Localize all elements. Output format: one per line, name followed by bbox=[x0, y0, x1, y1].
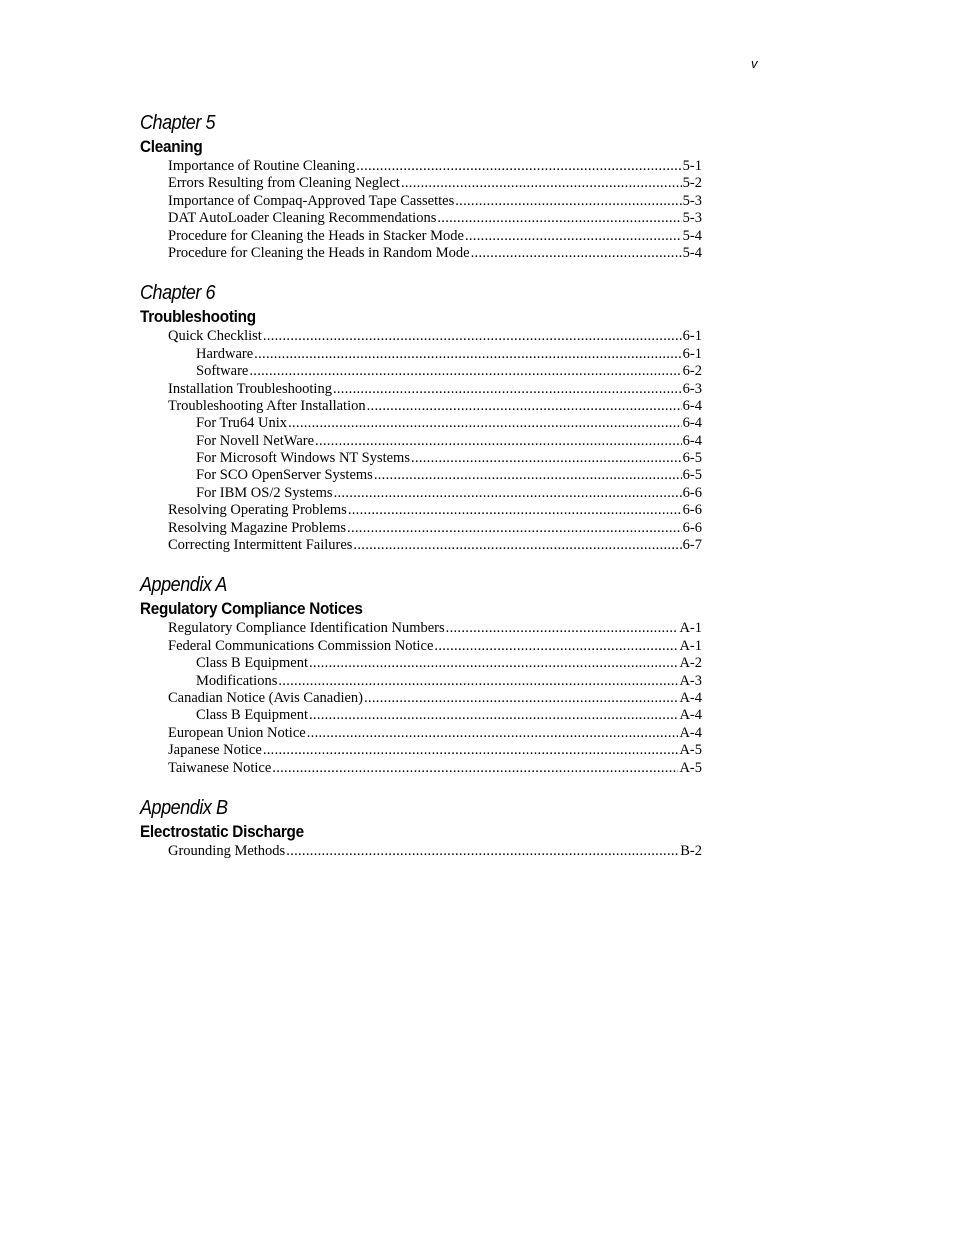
toc-entry-label: For Microsoft Windows NT Systems bbox=[196, 450, 410, 467]
section-title: Cleaning bbox=[140, 137, 203, 156]
dot-leader bbox=[334, 485, 682, 502]
toc-entry[interactable] bbox=[140, 175, 702, 192]
toc-entry[interactable] bbox=[140, 328, 702, 345]
toc-section bbox=[140, 110, 702, 262]
toc-entry-label: For SCO OpenServer Systems bbox=[196, 467, 373, 484]
dot-leader bbox=[446, 620, 679, 637]
toc-entry-page: 6-6 bbox=[682, 519, 702, 536]
toc-entry-page: 6-3 bbox=[682, 380, 702, 397]
dot-leader bbox=[309, 655, 678, 672]
toc-entry-page: 5-4 bbox=[682, 227, 702, 244]
dot-leader bbox=[411, 450, 682, 467]
toc-entry[interactable] bbox=[140, 467, 702, 484]
toc-entry-page: 6-5 bbox=[682, 450, 702, 467]
toc-entry-label: Software bbox=[196, 363, 249, 380]
toc-entry-page: 5-2 bbox=[682, 175, 702, 192]
dot-leader bbox=[471, 245, 682, 262]
toc-entry-label: European Union Notice bbox=[168, 724, 306, 741]
dot-leader bbox=[367, 398, 682, 415]
toc-entry-label: For Tru64 Unix bbox=[196, 415, 288, 432]
dot-leader bbox=[356, 158, 681, 175]
dot-leader bbox=[364, 690, 678, 707]
toc-entry-label: Procedure for Cleaning the Heads in Random Mode bbox=[168, 244, 470, 261]
toc-entry[interactable] bbox=[140, 638, 702, 655]
dot-leader bbox=[353, 537, 681, 554]
toc-entry-label: Importance of Routine Cleaning bbox=[168, 158, 356, 174]
dot-leader bbox=[434, 638, 678, 655]
dot-leader bbox=[254, 346, 681, 363]
toc-entry-label: Federal Communications Commission Notice bbox=[168, 637, 434, 654]
toc-entry[interactable] bbox=[140, 158, 702, 175]
toc-entry-page: 6-1 bbox=[682, 328, 702, 345]
dot-leader bbox=[307, 725, 679, 742]
toc-entry-label: Troubleshooting After Installation bbox=[168, 397, 366, 414]
toc-entry[interactable] bbox=[140, 450, 702, 467]
page-number: v bbox=[751, 56, 758, 71]
toc-entry-page: A-3 bbox=[679, 672, 702, 689]
toc-entry-page: 6-1 bbox=[682, 345, 702, 362]
toc-entry-label: Regulatory Compliance Identification Numbers bbox=[168, 620, 445, 637]
toc-entry[interactable] bbox=[140, 725, 702, 742]
dot-leader bbox=[347, 520, 682, 537]
toc-entry[interactable] bbox=[140, 363, 702, 380]
toc-entry-page: 6-2 bbox=[682, 363, 702, 380]
toc-entry-page: A-1 bbox=[679, 637, 702, 654]
toc-entry-label: Grounding Methods bbox=[168, 842, 286, 859]
dot-leader bbox=[288, 415, 682, 432]
toc-entry[interactable] bbox=[140, 655, 702, 672]
dot-leader bbox=[309, 707, 678, 724]
toc-entry-label: Canadian Notice (Avis Canadien) bbox=[168, 689, 364, 706]
toc-entry[interactable] bbox=[140, 620, 702, 637]
dot-leader bbox=[374, 467, 682, 484]
toc-entry-label: DAT AutoLoader Cleaning Recommendations bbox=[168, 210, 437, 227]
toc-entry-page: 5-1 bbox=[682, 158, 702, 174]
toc-entry[interactable] bbox=[140, 742, 702, 759]
toc-entry[interactable] bbox=[140, 433, 702, 450]
toc-entry[interactable] bbox=[140, 193, 702, 210]
toc-entry[interactable] bbox=[140, 760, 702, 777]
section-title: Troubleshooting bbox=[140, 307, 256, 327]
toc-entry-label: Resolving Magazine Problems bbox=[168, 519, 347, 536]
dot-leader bbox=[401, 175, 682, 192]
dot-leader bbox=[272, 760, 678, 777]
toc-entry-page: 6-5 bbox=[682, 467, 702, 484]
toc-entry-page: A-4 bbox=[679, 707, 702, 724]
toc-entry[interactable] bbox=[140, 707, 702, 724]
toc-entry-page: 6-6 bbox=[682, 484, 702, 501]
toc-entry[interactable] bbox=[140, 398, 702, 415]
toc-entry-page: 6-4 bbox=[682, 432, 702, 449]
dot-leader bbox=[249, 363, 681, 380]
toc-section bbox=[140, 795, 702, 860]
toc-entry-label: Modifications bbox=[196, 672, 278, 689]
toc-entry-label: Taiwanese Notice bbox=[168, 759, 272, 776]
toc-entry[interactable] bbox=[140, 690, 702, 707]
toc-entry-label: Installation Troubleshooting bbox=[168, 380, 332, 397]
section-label: Appendix A bbox=[140, 574, 227, 597]
toc-entry[interactable] bbox=[140, 537, 702, 554]
toc-section bbox=[140, 280, 702, 554]
dot-leader bbox=[437, 210, 681, 227]
dot-leader bbox=[263, 328, 682, 345]
section-title: Electrostatic Discharge bbox=[140, 821, 304, 841]
dot-leader bbox=[286, 843, 679, 860]
table-of-contents bbox=[140, 110, 702, 878]
toc-entry[interactable] bbox=[140, 245, 702, 262]
toc-entry[interactable] bbox=[140, 673, 702, 690]
toc-entry-label: Importance of Compaq-Approved Tape Cassettes bbox=[168, 192, 455, 209]
toc-entry-label: Class B Equipment bbox=[196, 707, 308, 724]
toc-entry-page: 6-7 bbox=[682, 537, 702, 554]
toc-entry[interactable] bbox=[140, 502, 702, 519]
toc-entry-page: 6-4 bbox=[682, 415, 702, 432]
toc-entry-label: Quick Checklist bbox=[168, 328, 262, 345]
toc-entry[interactable] bbox=[140, 346, 702, 363]
dot-leader bbox=[455, 193, 681, 210]
toc-entry-page: A-5 bbox=[679, 742, 702, 759]
dot-leader bbox=[263, 742, 679, 759]
toc-entry[interactable] bbox=[140, 381, 702, 398]
dot-leader bbox=[315, 433, 682, 450]
toc-entry-page: A-2 bbox=[679, 655, 702, 672]
toc-entry-label: Class B Equipment bbox=[196, 655, 308, 672]
toc-entry-label: Japanese Notice bbox=[168, 742, 262, 759]
toc-entry-label: For IBM OS/2 Systems bbox=[196, 484, 333, 501]
toc-entry-label: Resolving Operating Problems bbox=[168, 502, 347, 519]
toc-entry-page: 6-4 bbox=[682, 397, 702, 414]
toc-entry-label: Errors Resulting from Cleaning Neglect bbox=[168, 175, 400, 192]
dot-leader bbox=[348, 502, 682, 519]
toc-entry-page: 5-4 bbox=[682, 244, 702, 261]
toc-entry[interactable] bbox=[140, 843, 702, 860]
toc-entry-label: For Novell NetWare bbox=[196, 432, 315, 449]
toc-entry-page: A-4 bbox=[679, 689, 702, 706]
toc-entry-page: 5-3 bbox=[682, 210, 702, 227]
dot-leader bbox=[333, 381, 682, 398]
toc-entry-label: Procedure for Cleaning the Heads in Stacker Mode bbox=[168, 227, 464, 244]
toc-entry-page: B-2 bbox=[680, 842, 702, 859]
toc-entry[interactable] bbox=[140, 520, 702, 537]
dot-leader bbox=[465, 228, 682, 245]
section-label: Chapter 6 bbox=[140, 282, 216, 305]
section-label: Chapter 5 bbox=[140, 112, 216, 134]
toc-entry-page: A-4 bbox=[679, 724, 702, 741]
toc-entry-page: 6-6 bbox=[682, 502, 702, 519]
toc-entry-page: 5-3 bbox=[682, 192, 702, 209]
toc-entry-label: Correcting Intermittent Failures bbox=[168, 537, 353, 554]
toc-entry[interactable] bbox=[140, 210, 702, 227]
toc-entry-page: A-5 bbox=[679, 759, 702, 776]
toc-entry-page: A-1 bbox=[679, 620, 702, 637]
toc-entry[interactable] bbox=[140, 485, 702, 502]
toc-entry-label: Hardware bbox=[196, 345, 254, 362]
section-label: Appendix B bbox=[140, 796, 228, 819]
section-title: Regulatory Compliance Notices bbox=[140, 599, 363, 619]
toc-entry[interactable] bbox=[140, 415, 702, 432]
dot-leader bbox=[278, 673, 678, 690]
toc-entry[interactable] bbox=[140, 228, 702, 245]
toc-section bbox=[140, 572, 702, 777]
